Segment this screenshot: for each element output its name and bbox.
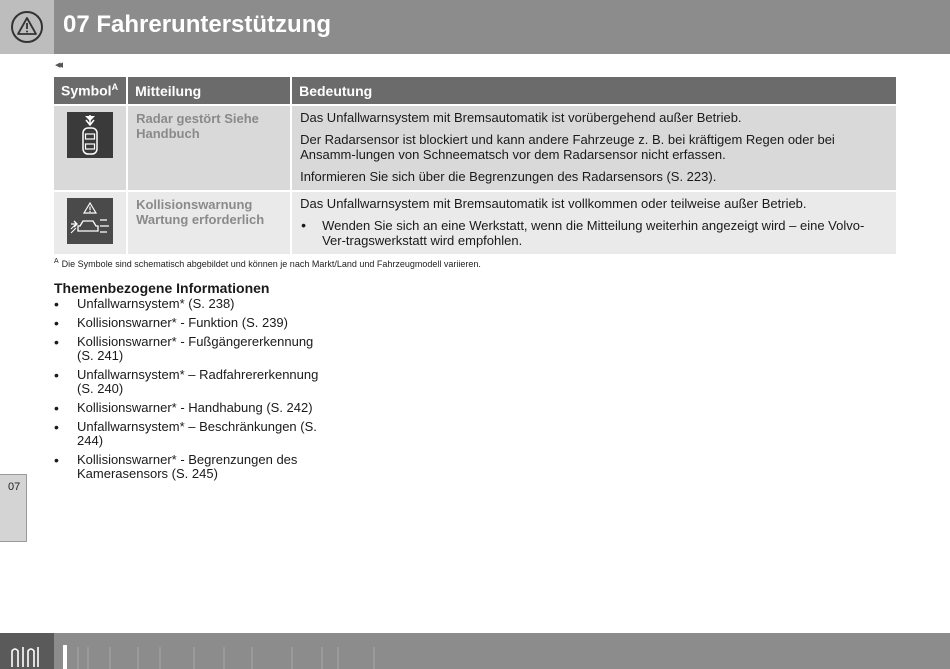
- meaning-cell: [291, 105, 896, 191]
- barcode-logo-icon: [0, 633, 54, 669]
- header-icon-box: [0, 0, 54, 54]
- meaning-paragraph: Das Unfallwarnsystem mit Bremsautomatik ist vollkommen oder teilweise außer Betrieb.: [300, 196, 807, 211]
- symbol-cell: [54, 191, 127, 254]
- meaning-paragraph: Informieren Sie sich über die Begrenzungen des Radarsensors (S. 223).: [300, 169, 717, 184]
- related-link[interactable]: • Unfallwarnsystem* – Beschränkungen (S. 244): [54, 420, 324, 448]
- related-link[interactable]: • Unfallwarnsystem* (S. 238): [54, 297, 324, 311]
- message-table: [54, 77, 896, 254]
- meaning-cell: [291, 191, 896, 254]
- meaning-bullet-item: • Wenden Sie sich an eine Werkstatt, wenn die Mitteilung weiterhin angezeigt wird – eine Volvo-Ver-tragswerkstatt wird empfohlen.: [300, 218, 886, 248]
- symbol-cell: [54, 105, 127, 191]
- related-link[interactable]: • Kollisionswarner* - Handhabung (S. 242): [54, 401, 324, 415]
- radar-blocked-icon: [67, 112, 113, 158]
- column-header-message: Mitteilung: [127, 77, 291, 105]
- back-navigation-link[interactable]: ◂◂: [55, 59, 61, 71]
- message-cell: Radar gestört Siehe Handbuch: [127, 105, 291, 191]
- footer-decoration: [60, 633, 400, 669]
- warning-triangle-icon: [11, 11, 43, 43]
- collision-warning-service-icon: [67, 198, 113, 244]
- page-title: 07 Fahrerunterstützung: [63, 11, 332, 38]
- footnote-text: Die Symbole sind schematisch abgebildet und können je nach Markt/Land und Fahrzeugmodell variieren.: [61, 259, 481, 269]
- meaning-paragraph: Der Radarsensor ist blockiert und kann andere Fahrzeuge z. B. bei kräftigem Regen oder bei Ansamm-lungen von Schneematsch vor dem Radarsensor nicht erfassen.: [300, 132, 835, 162]
- page-header: [0, 0, 950, 54]
- footnote-marker: A: [54, 258, 59, 265]
- meaning-bullet-list: [300, 218, 886, 248]
- footnote-marker: A: [111, 82, 119, 93]
- table-row: [54, 105, 896, 191]
- related-link[interactable]: • Kollisionswarner* - Begrenzungen des Kamerasensors (S. 245): [54, 453, 324, 481]
- meaning-paragraph: Das Unfallwarnsystem mit Bremsautomatik ist vorübergehend außer Betrieb.: [300, 110, 742, 125]
- related-info-title: Themenbezogene Informationen: [54, 280, 270, 296]
- table-row: [54, 191, 896, 254]
- page-footer: [0, 633, 950, 669]
- table-footnote: [54, 258, 481, 269]
- column-header-meaning: Bedeutung: [291, 77, 896, 105]
- related-link[interactable]: • Unfallwarnsystem* – Radfahrererkennung (S. 240): [54, 368, 324, 396]
- related-info-list: [54, 297, 324, 486]
- related-link[interactable]: • Kollisionswarner* - Fußgängererkennung (S. 241): [54, 335, 324, 363]
- column-header-symbol: Symbol$^A$: [54, 77, 127, 105]
- chapter-tab[interactable]: [0, 474, 27, 542]
- related-link[interactable]: • Kollisionswarner* - Funktion (S. 239): [54, 316, 324, 330]
- message-cell: Kollisionswarnung Wartung erforderlich: [127, 191, 291, 254]
- table-header-row: [54, 77, 896, 105]
- chapter-number: 07: [8, 481, 21, 493]
